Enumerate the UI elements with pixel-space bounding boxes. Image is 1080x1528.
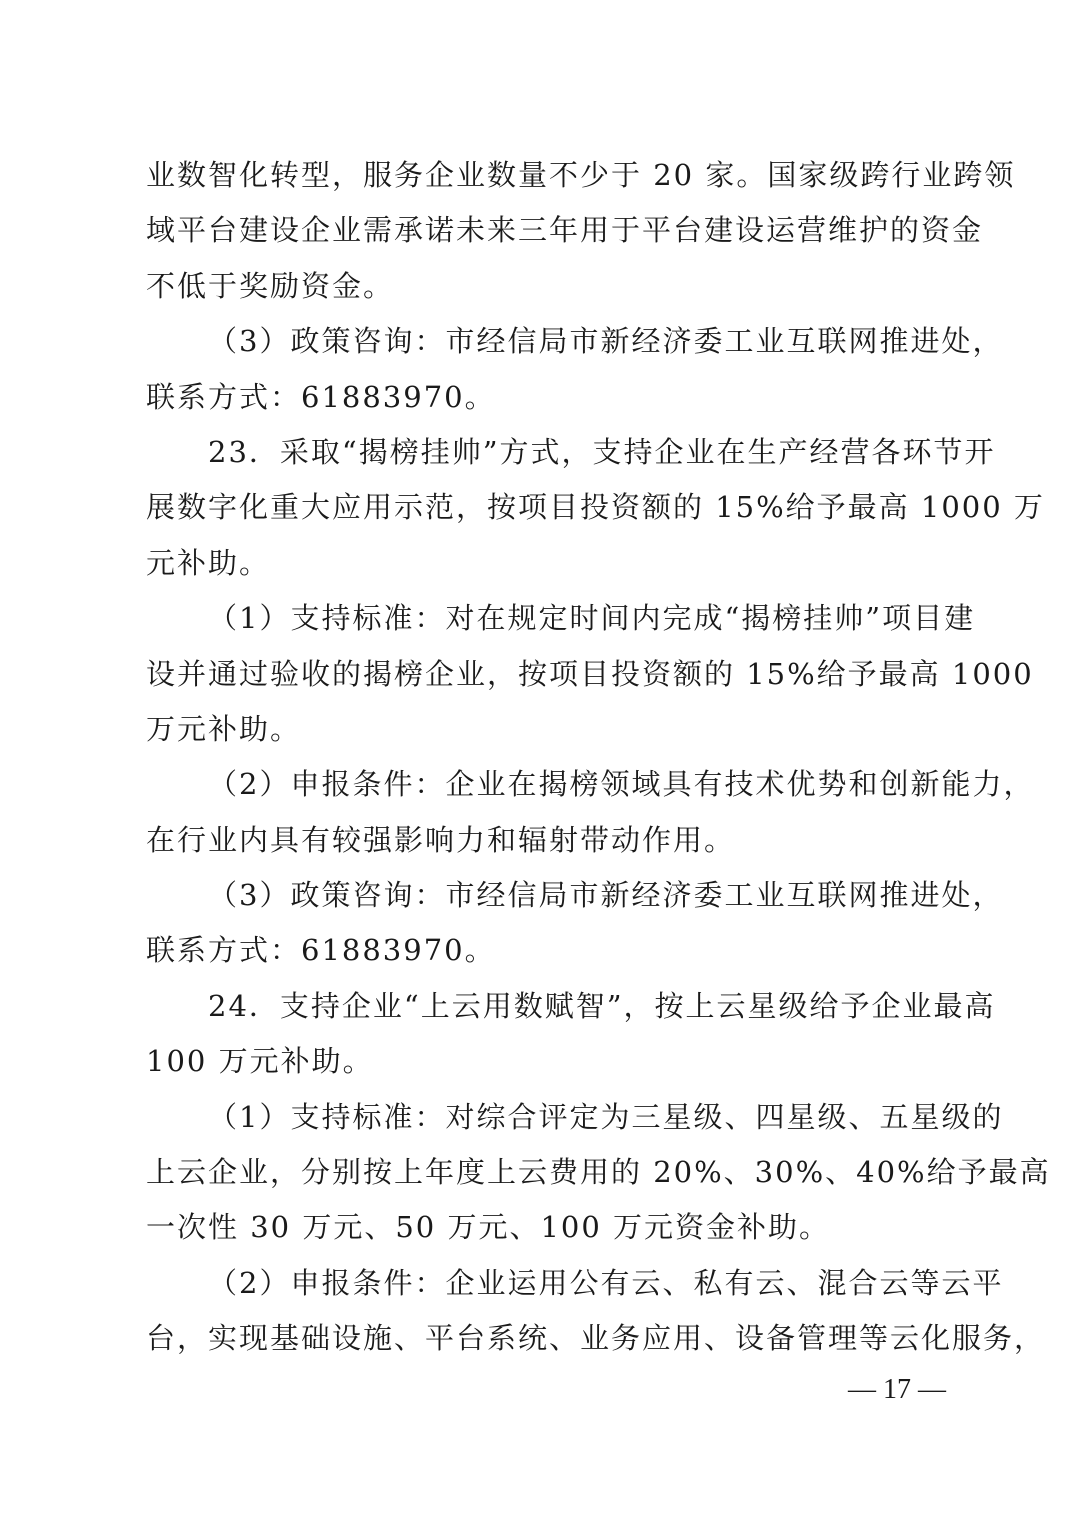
text-line: 一次性 30 万元、50 万元、100 万元资金补助。 [146,1210,831,1245]
text-line: 上云企业，分别按上年度上云费用的 20%、30%、40%给予最高 [146,1155,1051,1190]
text-line: 业数智化转型，服务企业数量不少于 20 家。国家级跨行业跨领 [146,158,1016,192]
text-line: 台，实现基础设施、平台系统、业务应用、设备管理等云化服务， [146,1321,1046,1356]
text-line: （2）申报条件：企业运用公有云、私有云、混合云等云平 [208,1265,1004,1300]
text-line: 联系方式：61883970。 [146,379,496,414]
text-line: （1）支持标准：对综合评定为三星级、四星级、五星级的 [208,1099,1004,1134]
text-line: 域平台建设企业需承诺未来三年用于平台建设运营维护的资金 [146,213,984,248]
text-line: 23．采取“揭榜挂帅”方式，支持企业在生产经营各环节开 [208,434,996,469]
text-line: 24．支持企业“上云用数赋智”，按上云星级给予企业最高 [208,988,996,1023]
text-line: 展数字化重大应用示范，按项目投资额的 15%给予最高 1000 万 [146,490,1045,525]
text-line: （2）申报条件：企业在揭榜领域具有技术优势和创新能力， [208,767,1035,802]
text-line: （1）支持标准：对在规定时间内完成“揭榜挂帅”项目建 [208,601,976,636]
text-line: 万元补助。 [146,711,302,746]
text-line: 在行业内具有较强影响力和辐射带动作用。 [146,822,736,857]
text-line: 100 万元补助。 [146,1044,374,1079]
text-line: 联系方式：61883970。 [146,933,496,968]
text-line: 不低于奖励资金。 [146,268,395,303]
text-line: 元补助。 [146,545,271,580]
page-number: — 17 — [848,1374,946,1405]
text-line: （3）政策咨询：市经信局市新经济委工业互联网推进处， [208,324,1004,359]
body-text [146,148,1051,1367]
text-line: （3）政策咨询：市经信局市新经济委工业互联网推进处， [208,878,1004,913]
text-line: 设并通过验收的揭榜企业，按项目投资额的 15%给予最高 1000 [146,656,1034,691]
